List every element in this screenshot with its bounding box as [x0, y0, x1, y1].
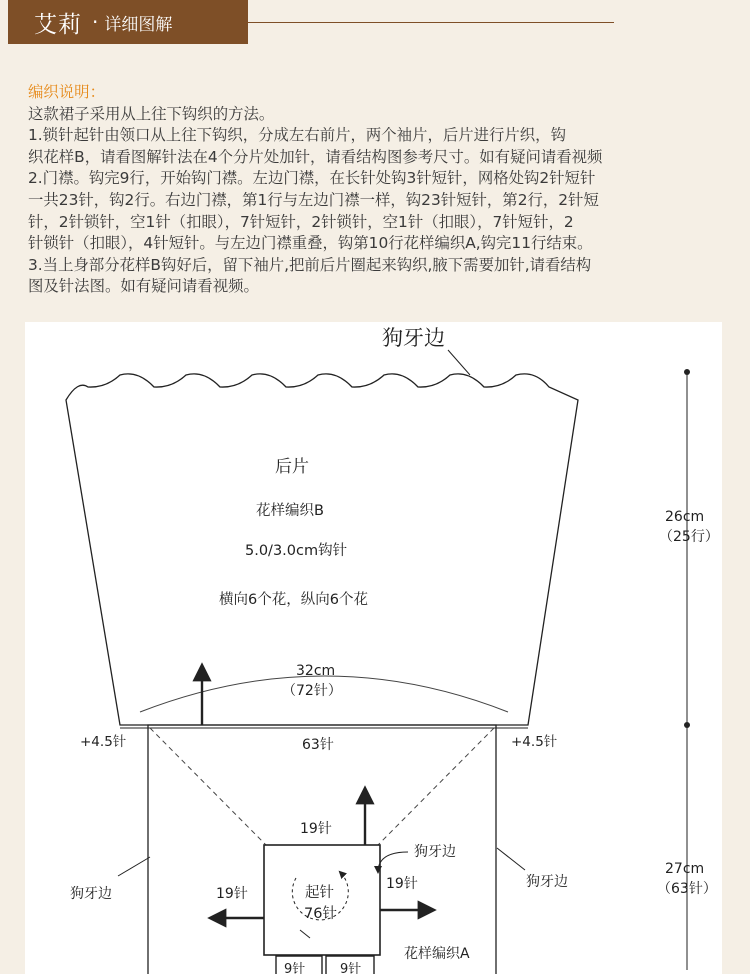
instructions-block — [28, 82, 732, 298]
pattern-a-label: 花样编织A — [404, 946, 470, 962]
measure-dot-mid — [684, 722, 690, 728]
back-piece-pattern: 花样编织B — [256, 503, 324, 519]
inner-edge-pointer — [378, 852, 408, 872]
title-banner — [8, 0, 248, 44]
instructions-heading: 编织说明： — [28, 83, 105, 101]
bottom-left-stitches: 9针 — [284, 962, 306, 974]
upper-rows-label: （25行） — [659, 529, 719, 545]
rotation-tick — [300, 930, 310, 938]
right-edge-label: 狗牙边 — [526, 874, 568, 890]
title-separator: · — [92, 10, 99, 34]
back-piece-hook: 5.0/3.0cm钩针 — [245, 543, 348, 559]
structure-diagram-panel — [25, 322, 722, 974]
title-divider — [248, 22, 614, 23]
diagonal-dash-left — [150, 728, 266, 845]
back-piece-flowers: 横向6个花，纵向6个花 — [219, 592, 368, 608]
instruction-line: 2.门襟。钩完9行，开始钩门襟。左边门襟，在长针处钩3针短针，网格处钩2针短针 — [28, 169, 596, 188]
upper-height-label: 26cm — [665, 509, 705, 525]
diagonal-dash-right — [378, 728, 494, 845]
left-increase-label: +4.5针 — [80, 734, 127, 750]
start-label: 起针 — [305, 885, 334, 901]
instruction-line: 这款裙子采用从上往下钩织的方法。 — [28, 104, 275, 123]
start-stitches: 76针 — [304, 906, 337, 922]
brand-title: 艾莉 — [34, 11, 82, 38]
left-edge-pointer — [118, 857, 150, 876]
center-left-stitches: 19针 — [216, 886, 248, 902]
right-increase-label: +4.5针 — [511, 734, 558, 750]
measure-dot-top — [684, 369, 690, 375]
lower-height-label: 27cm — [665, 861, 705, 877]
center-right-stitches: 19针 — [386, 876, 418, 892]
instruction-line: 3.当上身部分花样B钩好后，留下袖片,把前后片圈起来钩织,腋下需要加针,请看结构 — [28, 255, 592, 274]
instruction-line: 1.锁针起针由领口从上往下钩织，分成左右前片，两个袖片，后片进行片织，钩 — [28, 126, 566, 145]
top-edge-label: 狗牙边 — [382, 326, 445, 350]
yoke-stitches-label: 63针 — [302, 737, 334, 753]
instruction-line: 一共23针，钩2行。右边门襟，第1行与左边门襟一样，钩23针短针，第2行，2针短 — [28, 190, 599, 209]
waist-width-label: 32cm — [296, 663, 336, 679]
inner-edge-label: 狗牙边 — [414, 844, 456, 860]
left-edge-label: 狗牙边 — [70, 886, 112, 902]
instruction-line: 图及针法图。如有疑问请看视频。 — [28, 277, 259, 296]
right-edge-pointer — [497, 848, 525, 870]
back-piece-title: 后片 — [275, 457, 309, 477]
section-title: 详细图解 — [104, 14, 173, 35]
instruction-line: 织花样B，请看图解针法在4个分片处加针，请看结构图参考尺寸。如有疑问请看视频 — [28, 147, 603, 166]
instruction-line: 针锁针（扣眼），4针短针。与左边门襟重叠，钩第10行花样编织A,钩完11行结束。 — [28, 234, 593, 253]
instruction-line: 针，2针锁针，空1针（扣眼），7针短针，2针锁针，空1针（扣眼），7针短针，2 — [28, 212, 574, 231]
lower-stitches-label: （63针） — [657, 881, 717, 897]
top-edge-pointer — [448, 350, 470, 375]
center-top-stitches: 19针 — [300, 821, 332, 837]
structure-diagram — [25, 322, 722, 974]
waist-stitches-label: （72针） — [282, 683, 342, 699]
bottom-right-stitches: 9针 — [340, 962, 362, 974]
